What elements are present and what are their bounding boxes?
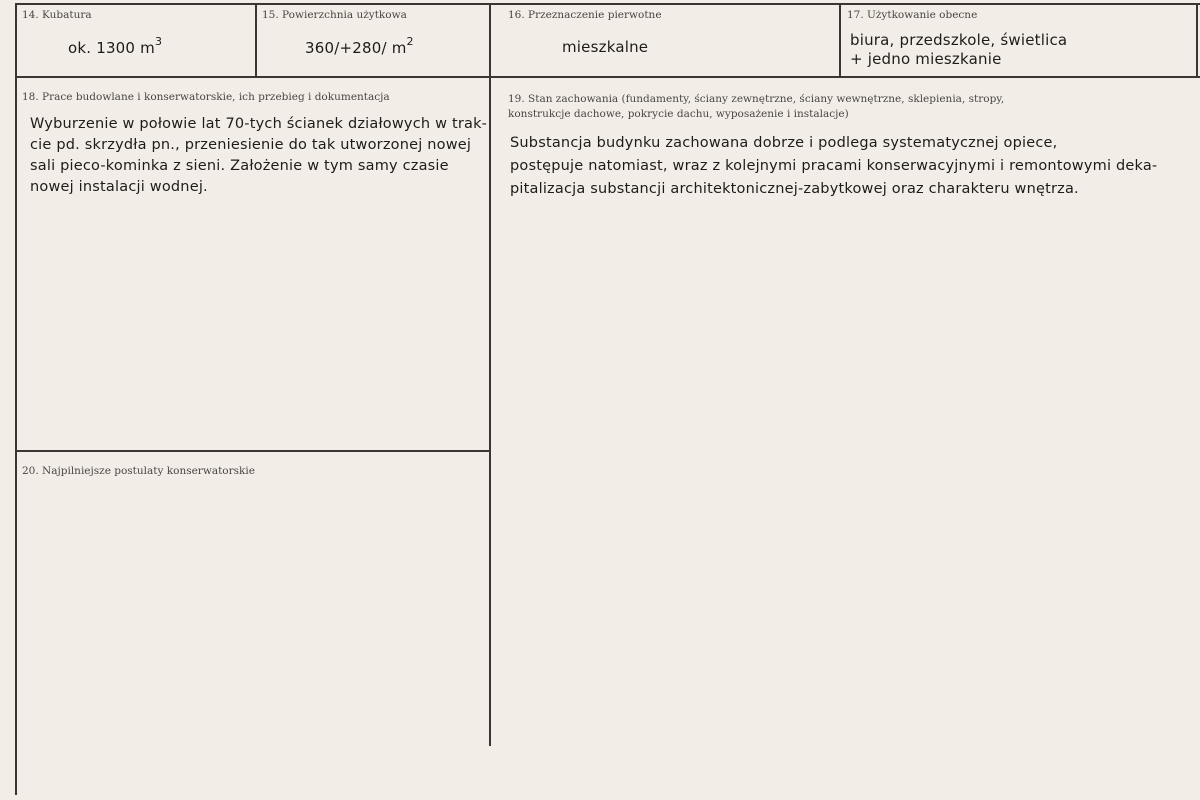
field-14-unit-exponent: 3 bbox=[154, 35, 163, 48]
column-divider-16-17 bbox=[839, 3, 841, 77]
column-divider-14-15 bbox=[255, 3, 257, 77]
top-border bbox=[16, 3, 1200, 5]
field-15-label: 15. Powierzchnia użytkowa bbox=[262, 9, 407, 21]
field-19-text-line-2: postępuje natomiast, wraz z kolejnymi pracami konserwacyjnymi i remontowymi deka- bbox=[510, 158, 1158, 174]
left-border bbox=[15, 3, 17, 795]
field-17-value-line-2: + jedno mieszkanie bbox=[850, 50, 1002, 68]
field-16-label: 16. Przeznaczenie pierwotne bbox=[508, 9, 662, 21]
field-18-text-line-2: cie pd. skrzydła pn., przeniesienie do tak utworzonej nowej bbox=[30, 137, 472, 153]
field-18-text-line-4: nowej instalacji wodnej. bbox=[30, 179, 208, 195]
field-16-value: mieszkalne bbox=[562, 38, 649, 56]
field-17-value-line-1: biura, przedszkole, świetlica bbox=[850, 31, 1068, 49]
field-19-text-line-3: pitalizacja substancji architektonicznej-zabytkowej oraz charakteru wnętrza. bbox=[510, 181, 1079, 197]
field-18-label: 18. Prace budowlane i konserwatorskie, ich przebieg i dokumentacja bbox=[22, 91, 390, 103]
field-19-label-line-1: 19. Stan zachowania (fundamenty, ściany zewnętrzne, ściany wewnętrzne, sklepienia, stropy, bbox=[508, 93, 1005, 105]
field-19-text-line-1: Substancja budynku zachowana dobrze i podlega systematycznej opiece, bbox=[510, 135, 1058, 151]
field-20-label: 20. Najpilniejsze postulaty konserwatorskie bbox=[22, 465, 255, 477]
field-19-label-line-2: konstrukcje dachowe, pokrycie dachu, wyposażenie i instalacje) bbox=[508, 108, 849, 120]
field-18-text-line-1: Wyburzenie w połowie lat 70-tych ścianek działowych w trak- bbox=[30, 116, 488, 132]
field-15-value bbox=[305, 33, 414, 59]
field-17-label: 17. Użytkowanie obecne bbox=[847, 9, 978, 21]
right-border bbox=[1196, 3, 1198, 77]
field-14-value bbox=[68, 33, 162, 59]
column-divider-main bbox=[489, 3, 491, 746]
row-divider-top bbox=[16, 76, 1200, 78]
field-18-text-line-3: sali pieco-kominka z sieni. Założenie w tym samy czasie bbox=[30, 158, 449, 174]
row-divider-middle bbox=[16, 450, 490, 452]
field-14-value-text: ok. 1300 m bbox=[68, 39, 155, 57]
field-15-unit-exponent: 2 bbox=[406, 35, 414, 48]
field-14-label: 14. Kubatura bbox=[22, 9, 92, 21]
field-15-value-text: 360/+280/ m bbox=[305, 39, 407, 57]
